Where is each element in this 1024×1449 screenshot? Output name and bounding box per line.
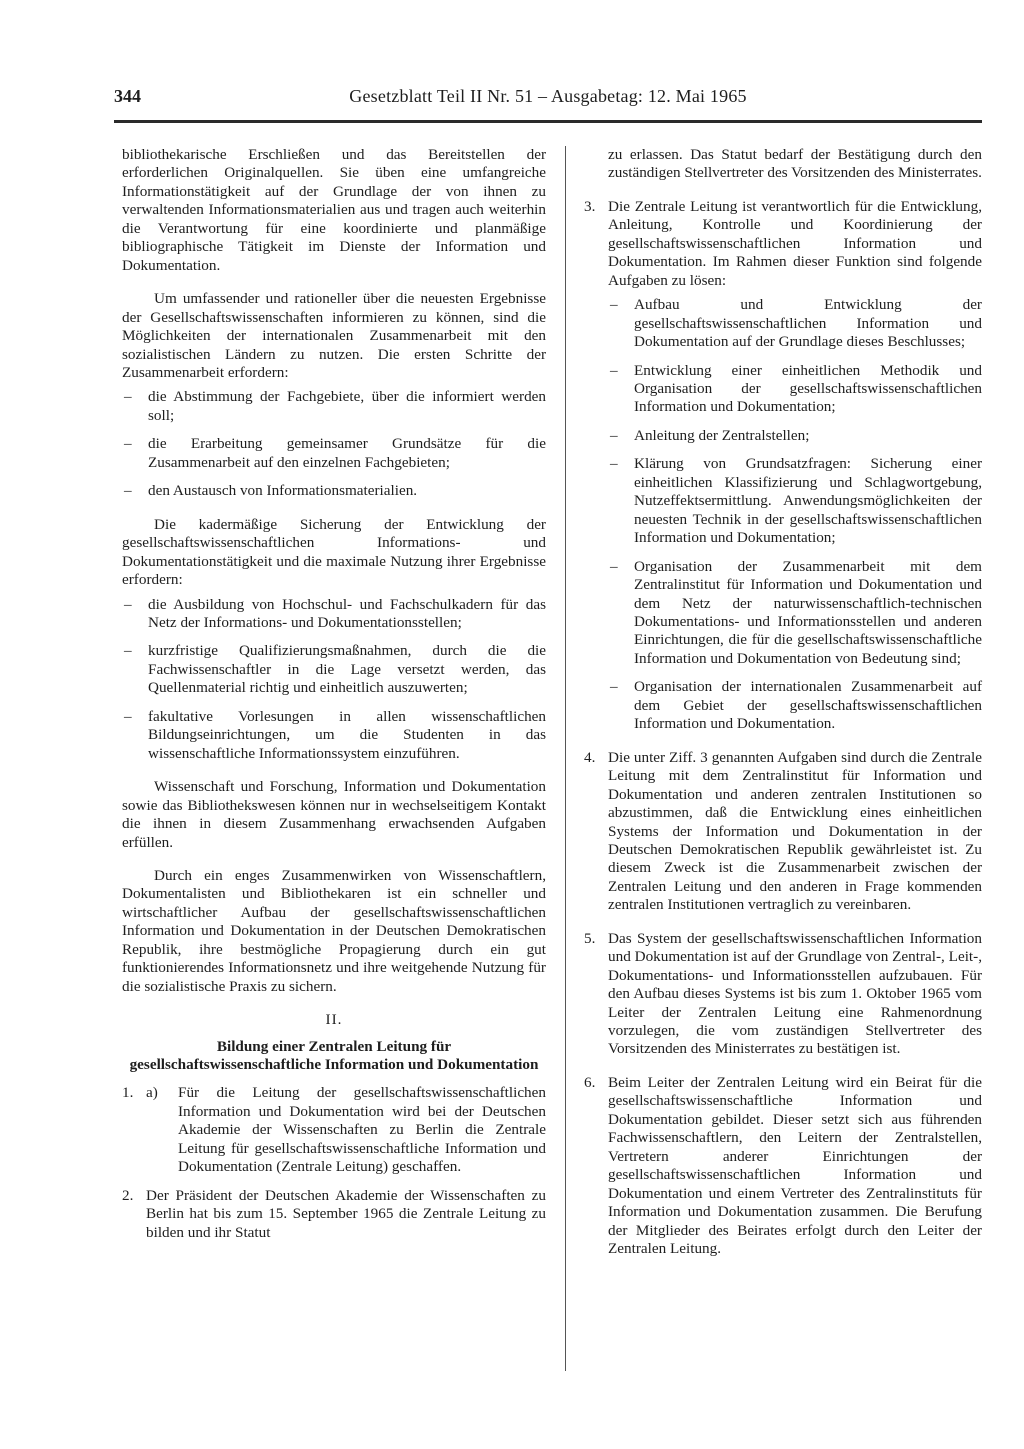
numbered-item [584,1074,982,1259]
item-text: Der Präsident der Deutschen Akademie der Wissenschaften zu Berlin hat bis zum 15. September 1965 die Zentrale Leitung zu bilden und ihr Statut [146,1186,546,1241]
list-item [122,642,546,697]
list-item-text: Organisation der internationalen Zusammenarbeit auf dem Gebiet der gesellschaftswissenschaftlichen Information und Dokumentation. [634,678,982,733]
list-item-text: Entwicklung einer einheitlichen Methodik und Organisation der gesellschaftswissenschaftlichen Information und Dokumentation; [634,361,982,416]
list-item-text: Aufbau und Entwicklung der gesellschaftswissenschaftlichen Information und Dokumentation auf der Grundlage dieses Beschlusses; [634,296,982,351]
numbered-item [122,1084,546,1176]
left-column [122,146,546,1257]
item-number: 1. [122,1084,134,1102]
paragraph: Durch ein enges Zusammenwirken von Wissenschaftlern, Dokumentalisten und Bibliothekaren ist ein schneller und wirtschaftlicher Aufbau der gesellschaftswissenschaftlichen Information und Dokumentation in der Deutschen Demokratischen Republik, ihre bestmögliche Propagierung durch ein gut funktionierendes Informationsnetz und ihre weitgehende Nutzung für die sozialistische Praxis zu sichern. [122,866,546,995]
list-item [122,708,546,763]
dash-bullet: – [124,482,132,500]
numbered-item [584,198,982,290]
item-text: Beim Leiter der Zentralen Leitung wird ein Beirat für die gesellschaftswissenschaftliche Information und Dokumentation gebildet. Dieser setzt sich aus führenden Fachwissenschaftlern, den Leitern der Zentralstellen, Vertretern anderer Einrichtungen der gesellschaftswissenschaftlichen Information und Dokumentation und einem Vertreter des Zentralinstituts für Information und Dokumentation zusammen. Die Berufung der Mitglieder des Beirates erfolgt durch den Leiter der Zentralen Leitung. [608,1073,982,1258]
item-number: 3. [584,197,596,215]
item-number: 5. [584,929,596,947]
list-item [122,596,546,633]
numbered-item [122,1187,546,1242]
dash-bullet: – [610,557,618,575]
list-item-text: den Austausch von Informationsmaterialien. [148,482,418,500]
item-text: Für die Leitung der gesellschaftswissenschaftlichen Information und Dokumentation wird bei der Deutschen Akademie der Wissenschaften zu Berlin die Zentrale Leitung für gesellschaftswissenschaftliche Information und Dokumentation (Zentrale Leitung) geschaffen. [178,1084,546,1176]
section-number: II. [325,1011,343,1029]
paragraph: bibliothekarische Erschließen und das Bereitstellen der erforderlichen Originalquellen. Sie üben eine umfangreiche Informationstätigkeit auf der Grundlage der von ihnen zu verwaltenden Informationsmaterialien aus und tragen auch weiterhin die Verantwortung für eine koordinierte und planmäßige bibliographische Tätigkeit im Dienste der Information und Dokumentation. [122,146,546,274]
paragraph: Um umfassender und rationeller über die neuesten Ergebnisse der Gesellschaftswissenschaften informieren zu können, sind die Möglichkeiten der internationalen Zusammenarbeit mit den sozialistischen Ländern zu nutzen. Die ersten Schritte der Zusammenarbeit erfordern: [122,290,546,381]
list-item-text: die Ausbildung von Hochschul- und Fachschulkadern für das Netz der Informations- und Dokumentationsstellen; [148,595,546,631]
paragraph-continuation: zu erlassen. Das Statut bedarf der Bestätigung durch den zuständigen Stellvertreter des Vorsitzenden des Ministerrates. [608,146,982,182]
list-item [608,558,982,669]
item-text: Die unter Ziff. 3 genannten Aufgaben sind durch die Zentrale Leitung mit dem Zentralinstitut für Information und Dokumentation und anderen zentralen Institutionen so abzustimmen, daß die Entwicklung eines einheitlichen Systems der Information und Dokumentation in der Deutschen Demokratischen Republik gewährleistet ist. Zu diesem Zweck ist die Zusammenarbeit zwischen der Zentralen Leitung und den anderen in Frage kommenden zentralen Institutionen vertraglich zu vereinbaren. [608,748,982,914]
page-number: 344 [114,86,141,106]
dash-bullet: – [610,455,618,473]
item-text: Die Zentrale Leitung ist verantwortlich für die Entwicklung, Anleitung, Kontrolle und Koordinierung der gesellschaftswissenschaftlichen Information und Dokumentation. Im Rahmen dieser Funktion sind folgende Aufgaben zu lösen: [608,197,982,289]
list-item-text: Anleitung der Zentralstellen; [634,426,810,444]
list-item [608,296,982,351]
list-item [122,482,546,500]
list-item-text: kurzfristige Qualifizierungsmaßnahmen, durch die die Fachwissenschaftler in die Lage versetzt werden, das Quellenmaterial richtig und einheitlich auszuwerten; [148,642,546,697]
paragraph: Die kadermäßige Sicherung der Entwicklung der gesellschaftswissenschaftlichen Informations- und Dokumentationstätigkeit und die maximale Nutzung ihrer Ergebnisse erfordern: [122,515,546,589]
dash-bullet: – [610,296,618,314]
column-divider [565,146,566,1371]
list-item [122,388,546,425]
numbered-item [584,749,982,915]
list-item [608,678,982,733]
dash-bullet: – [610,678,618,696]
list-item-text: Organisation der Zusammenarbeit mit dem Zentralinstitut für Information und Dokumentation und dem Netz der naturwissenschaftlich-technischen Dokumentations- und Informationsstellen und anderen Einrichtungen, die für die gesellschaftswissenschaftliche Information und Dokumentation von Bedeutung sind; [634,557,982,667]
dash-bullet: – [610,426,618,444]
list-item-text: die Abstimmung der Fachgebiete, über die informiert werden soll; [148,388,546,424]
list-item-text: Klärung von Grundsatzfragen: Sicherung einer einheitlichen Klassifizierung und Schlagwortgebung, Nutzeffektsermittlung. Anwendungsmöglichkeiten der neuesten Technik in der gesellschaftswissenschaftlichen Information und Dokumentation; [634,455,982,547]
numbered-item [584,930,982,1059]
list-item-text: die Erarbeitung gemeinsamer Grundsätze für die Zusammenarbeit auf den einzelnen Fachgebieten; [148,435,546,471]
section-title: Bildung einer Zentralen Leitung für gesellschaftswissenschaftliche Information und Dokumentation [129,1037,539,1074]
item-subletter: a) [146,1084,158,1102]
list-item [608,455,982,547]
dash-bullet: – [610,361,618,379]
item-number: 6. [584,1073,596,1091]
list-item-text: fakultative Vorlesungen in allen wissenschaftlichen Bildungseinrichtungen, um die Studenten in das wissenschaftliche Informationssystem einzuführen. [148,707,546,762]
header-rule [114,120,982,123]
list-item [608,362,982,417]
item3-list [584,296,982,734]
list-item [608,427,982,445]
right-column [584,146,982,1273]
page-header [114,86,982,118]
item-text: Das System der gesellschaftswissenschaftlichen Information und Dokumentation ist auf der Grundlage von Zentral-, Leit-, Dokumentations- und Informationsstellen aufzubauen. Für den Aufbau dieses Systems ist bis zum 1. Oktober 1965 vom Leiter der Zentralen Leitung eine Rahmenordnung vorzulegen, die vom zuständigen Stellvertreter des Vorsitzenden des Ministerrates zu bestätigen ist. [608,929,982,1058]
list-item [122,435,546,472]
item-number: 4. [584,748,596,766]
dash-bullet: – [124,595,132,613]
dash-bullet: – [124,388,132,406]
dash-bullet: – [124,707,132,725]
running-title: Gesetzblatt Teil II Nr. 51 – Ausgabetag: 12. Mai 1965 [349,86,747,106]
paragraph: Wissenschaft und Forschung, Information und Dokumentation sowie das Bibliothekswesen können nur in wechselseitigem Kontakt die ihnen in diesem Zusammenhang erwachsenden Aufgaben erfüllen. [122,778,546,851]
dash-bullet: – [124,435,132,453]
dash-bullet: – [124,642,132,660]
item-number: 2. [122,1186,134,1204]
